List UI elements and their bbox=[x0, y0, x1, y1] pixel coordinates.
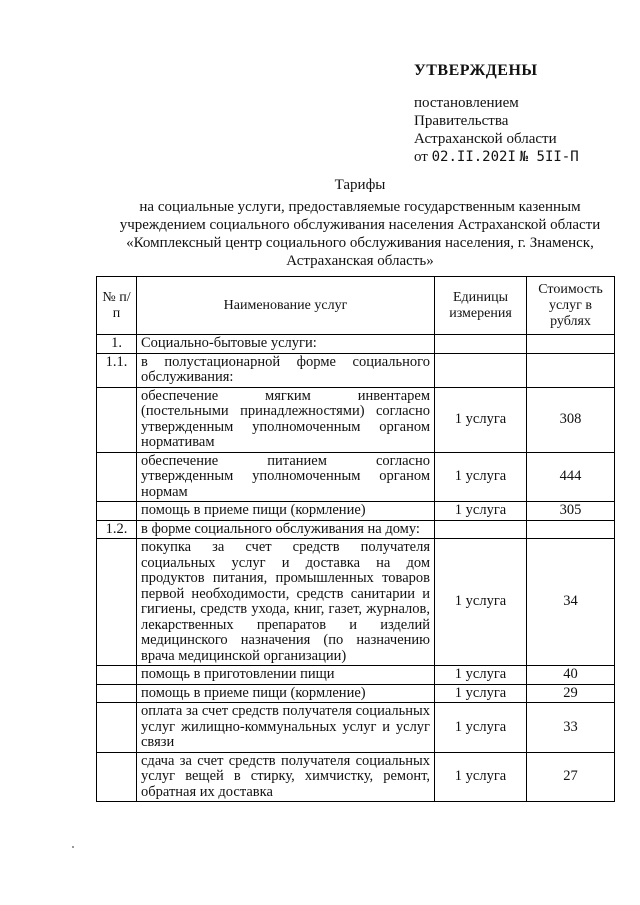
approval-number: № 5II-П bbox=[519, 149, 579, 165]
row-unit: 1 услуга bbox=[435, 703, 527, 753]
row-unit: 1 услуга bbox=[435, 387, 527, 452]
row-name: сдача за счет средств получателя социальных услуг вещей в стирку, химчистку, ремонт, обратная их доставка bbox=[137, 752, 435, 802]
row-unit bbox=[435, 520, 527, 539]
row-name: в полустационарной форме социального обслуживания: bbox=[137, 353, 435, 387]
row-unit: 1 услуга bbox=[435, 502, 527, 521]
row-num: 1.1. bbox=[97, 353, 137, 387]
row-name: покупка за счет средств получателя социальных услуг и доставка на дом продуктов питания, промышленных товаров первой необходимости, средств санитарии и гигиены, средств ухода, книг, газет, журналов, лекарственных препаратов и изделий медицинского назначения (по назначению врача медицинской организации) bbox=[137, 539, 435, 666]
table-row bbox=[97, 502, 615, 521]
row-price: 444 bbox=[527, 452, 615, 502]
row-price: 29 bbox=[527, 684, 615, 703]
row-num: 1. bbox=[97, 335, 137, 354]
table-header-row bbox=[97, 277, 615, 335]
row-unit: 1 услуга bbox=[435, 452, 527, 502]
title-line-4: Астраханская область» bbox=[286, 253, 434, 269]
row-num bbox=[97, 684, 137, 703]
header-num: № п/п bbox=[97, 277, 137, 335]
row-price: 40 bbox=[527, 666, 615, 685]
approval-line-2: Правительства bbox=[414, 113, 509, 129]
row-name: Социально-бытовые услуги: bbox=[137, 335, 435, 354]
approval-heading: УТВЕРЖДЕНЫ bbox=[414, 62, 538, 79]
approval-block bbox=[414, 62, 579, 166]
header-price: Стоимость услуг в рублях bbox=[527, 277, 615, 335]
tariffs-table bbox=[96, 276, 615, 802]
row-num bbox=[97, 752, 137, 802]
table-row bbox=[97, 520, 615, 539]
row-name: помощь в приеме пищи (кормление) bbox=[137, 684, 435, 703]
row-num bbox=[97, 539, 137, 666]
row-name: в форме социального обслуживания на дому: bbox=[137, 520, 435, 539]
table-row bbox=[97, 387, 615, 452]
row-name: помощь в приеме пищи (кормление) bbox=[137, 502, 435, 521]
table-row bbox=[97, 335, 615, 354]
table-row bbox=[97, 703, 615, 753]
row-unit: 1 услуга bbox=[435, 684, 527, 703]
row-price: 308 bbox=[527, 387, 615, 452]
row-num bbox=[97, 387, 137, 452]
row-num bbox=[97, 703, 137, 753]
row-price: 27 bbox=[527, 752, 615, 802]
approval-line-3: Астраханской области bbox=[414, 131, 557, 147]
row-price: 33 bbox=[527, 703, 615, 753]
row-price: 34 bbox=[527, 539, 615, 666]
row-num: 1.2. bbox=[97, 520, 137, 539]
scan-speck bbox=[72, 846, 74, 848]
table-row bbox=[97, 539, 615, 666]
row-unit: 1 услуга bbox=[435, 666, 527, 685]
table-row bbox=[97, 452, 615, 502]
row-name: обеспечение мягким инвентарем (постельными принадлежностями) согласно утвержденным уполномоченным органом нормативам bbox=[137, 387, 435, 452]
table-row bbox=[97, 666, 615, 685]
title-line-3: «Комплексный центр социального обслуживания населения, г. Знаменск, bbox=[126, 235, 594, 251]
approval-date: 02.II.202I bbox=[431, 149, 516, 165]
title-main: Тарифы bbox=[334, 177, 386, 193]
row-name: оплата за счет средств получателя социальных услуг жилищно-коммунальных услуг и услуг связи bbox=[137, 703, 435, 753]
title-line-2: учреждением социального обслуживания населения Астраханской области bbox=[119, 217, 601, 233]
row-price: 305 bbox=[527, 502, 615, 521]
approval-line-1: постановлением bbox=[414, 95, 519, 111]
row-price bbox=[527, 520, 615, 539]
approval-date-line bbox=[414, 148, 579, 166]
row-price bbox=[527, 335, 615, 354]
row-unit bbox=[435, 353, 527, 387]
row-unit bbox=[435, 335, 527, 354]
title-line-1: на социальные услуги, предоставляемые государственным казенным bbox=[139, 199, 581, 215]
header-name: Наименование услуг bbox=[137, 277, 435, 335]
document-title bbox=[100, 176, 620, 270]
row-name: обеспечение питанием согласно утвержденным уполномоченным органом нормам bbox=[137, 452, 435, 502]
row-unit: 1 услуга bbox=[435, 539, 527, 666]
row-name: помощь в приготовлении пищи bbox=[137, 666, 435, 685]
table-row bbox=[97, 684, 615, 703]
row-price bbox=[527, 353, 615, 387]
table-row bbox=[97, 752, 615, 802]
header-unit: Единицы измерения bbox=[435, 277, 527, 335]
table-row bbox=[97, 353, 615, 387]
row-num bbox=[97, 452, 137, 502]
row-num bbox=[97, 502, 137, 521]
row-num bbox=[97, 666, 137, 685]
row-unit: 1 услуга bbox=[435, 752, 527, 802]
approval-date-prefix: от bbox=[414, 149, 428, 165]
